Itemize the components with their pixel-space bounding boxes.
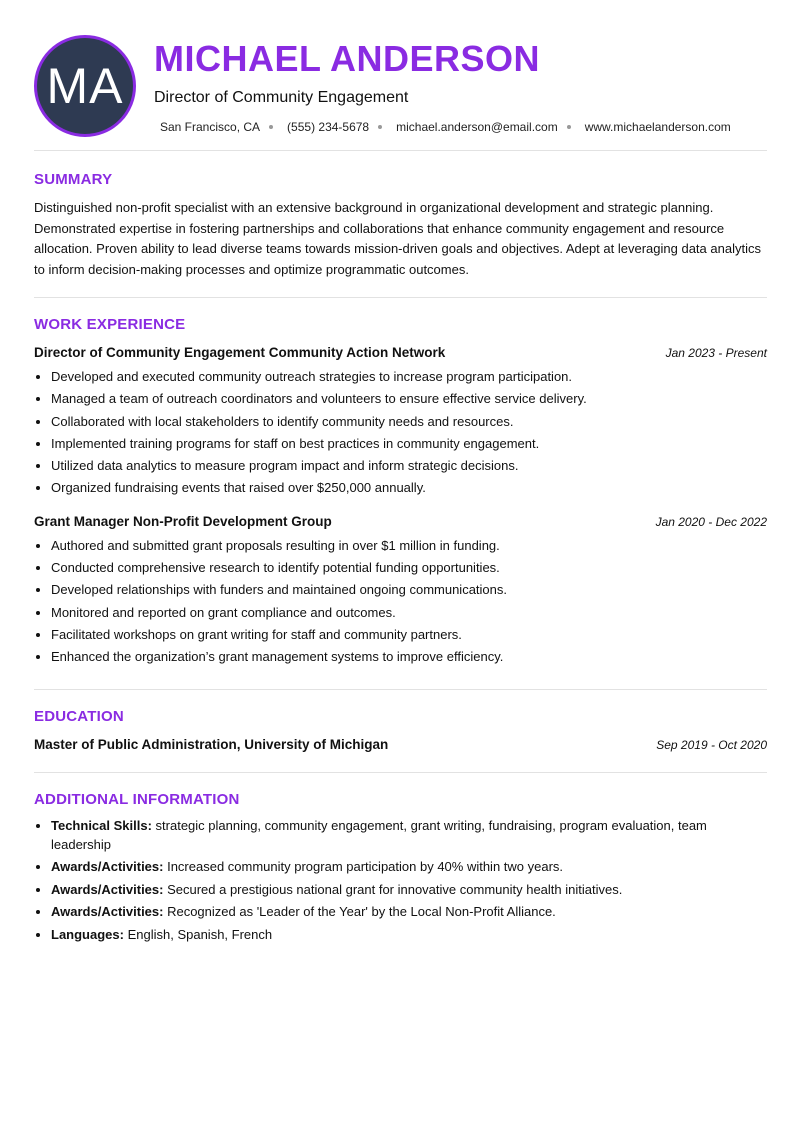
job-bullets: [34, 535, 767, 669]
resume-header: [34, 0, 767, 151]
job-date: Jan 2023 - Present: [665, 346, 767, 360]
additional-information-section: [34, 773, 767, 944]
separator-dot-icon: [378, 125, 382, 129]
list-item: • Facilitated workshops on grant writing for staff and community partners.: [51, 624, 767, 646]
list-item: [51, 880, 767, 899]
info-text: English, Spanish, French: [123, 926, 273, 942]
candidate-headline: Director of Community Engagement: [154, 89, 409, 106]
info-text: Recognized as 'Leader of the Year' by the Local Non-Profit Alliance.: [163, 904, 556, 920]
job-bullets: [34, 366, 767, 500]
list-item: [51, 816, 767, 854]
list-item: • Enhanced the organization’s grant management systems to improve efficiency.: [51, 646, 767, 668]
separator-dot-icon: [567, 125, 571, 129]
job-title: Director of Community Engagement Community Action Network: [34, 345, 446, 360]
job-entry: [34, 514, 767, 669]
summary-text: Distinguished non-profit specialist with an extensive background in organizational development and strategic planning. Demonstrated expertise in fostering partnerships and collaborations that enhance community engagement and resource allocation. Proven ability to lead diverse teams towards mission-driven goals and objectives. Adept at leveraging data analytics to inform decision-making processes and optimize programmatic outcomes.: [34, 200, 761, 277]
contact-location: San Francisco, CA: [160, 120, 261, 134]
info-label: Languages:: [51, 926, 124, 942]
list-item: • Implemented training programs for staff on best practices in community engagement.: [51, 433, 767, 455]
education-date: Sep 2019 - Oct 2020: [656, 737, 767, 752]
additional-info-list: [34, 816, 767, 944]
section-title: ADDITIONAL INFORMATION: [34, 790, 240, 808]
list-item: [51, 857, 767, 876]
job-header: [34, 514, 767, 529]
list-item: • Monitored and reported on grant compliance and outcomes.: [51, 602, 767, 624]
info-label: Awards/Activities:: [51, 881, 164, 897]
avatar: [34, 35, 136, 137]
job-entry: [34, 345, 767, 500]
summary-section: [34, 151, 767, 298]
contact-line: [160, 120, 731, 134]
info-text: Increased community program participation by 40% within two years.: [163, 859, 564, 875]
info-label: Technical Skills:: [51, 817, 152, 833]
section-title: SUMMARY: [34, 171, 113, 188]
separator-dot-icon: [269, 125, 273, 129]
info-label: Awards/Activities:: [51, 904, 164, 920]
job-title: Grant Manager Non-Profit Development Group: [34, 513, 332, 529]
list-item: • Developed relationships with funders and maintained ongoing communications.: [51, 579, 767, 601]
info-text: strategic planning, community engagement, grant writing, fundraising, program evaluation, team leadership: [51, 817, 707, 852]
avatar-initials: MA: [46, 58, 124, 114]
section-title: EDUCATION: [34, 707, 124, 725]
list-item: • Authored and submitted grant proposals resulting in over $1 million in funding.: [51, 535, 767, 557]
list-item: [51, 925, 767, 944]
list-item: • Collaborated with local stakeholders to identify community needs and resources.: [51, 411, 767, 433]
list-item: • Utilized data analytics to measure program impact and inform strategic decisions.: [51, 455, 767, 477]
list-item: • Managed a team of outreach coordinators and volunteers to ensure effective service delivery.: [51, 388, 767, 410]
candidate-name: MICHAEL ANDERSON: [154, 38, 541, 79]
education-entry: [34, 737, 767, 752]
contact-email[interactable]: michael.anderson@email.com: [396, 120, 558, 134]
contact-phone: (555) 234-5678: [287, 120, 370, 134]
work-experience-section: [34, 298, 767, 690]
job-date: Jan 2020 - Dec 2022: [655, 514, 767, 529]
education-section: [34, 690, 767, 773]
education-degree: Master of Public Administration, University of Michigan: [34, 736, 389, 752]
info-label: Awards/Activities:: [51, 859, 164, 875]
info-text: Secured a prestigious national grant for innovative community health initiatives.: [163, 881, 623, 897]
section-title: WORK EXPERIENCE: [34, 316, 186, 333]
list-item: • Developed and executed community outreach strategies to increase program participation.: [51, 366, 767, 388]
list-item: • Conducted comprehensive research to identify potential funding opportunities.: [51, 557, 767, 579]
contact-website[interactable]: www.michaelanderson.com: [584, 120, 731, 134]
list-item: [51, 902, 767, 921]
job-header: [34, 345, 767, 360]
list-item: • Organized fundraising events that raised over $250,000 annually.: [51, 477, 767, 499]
